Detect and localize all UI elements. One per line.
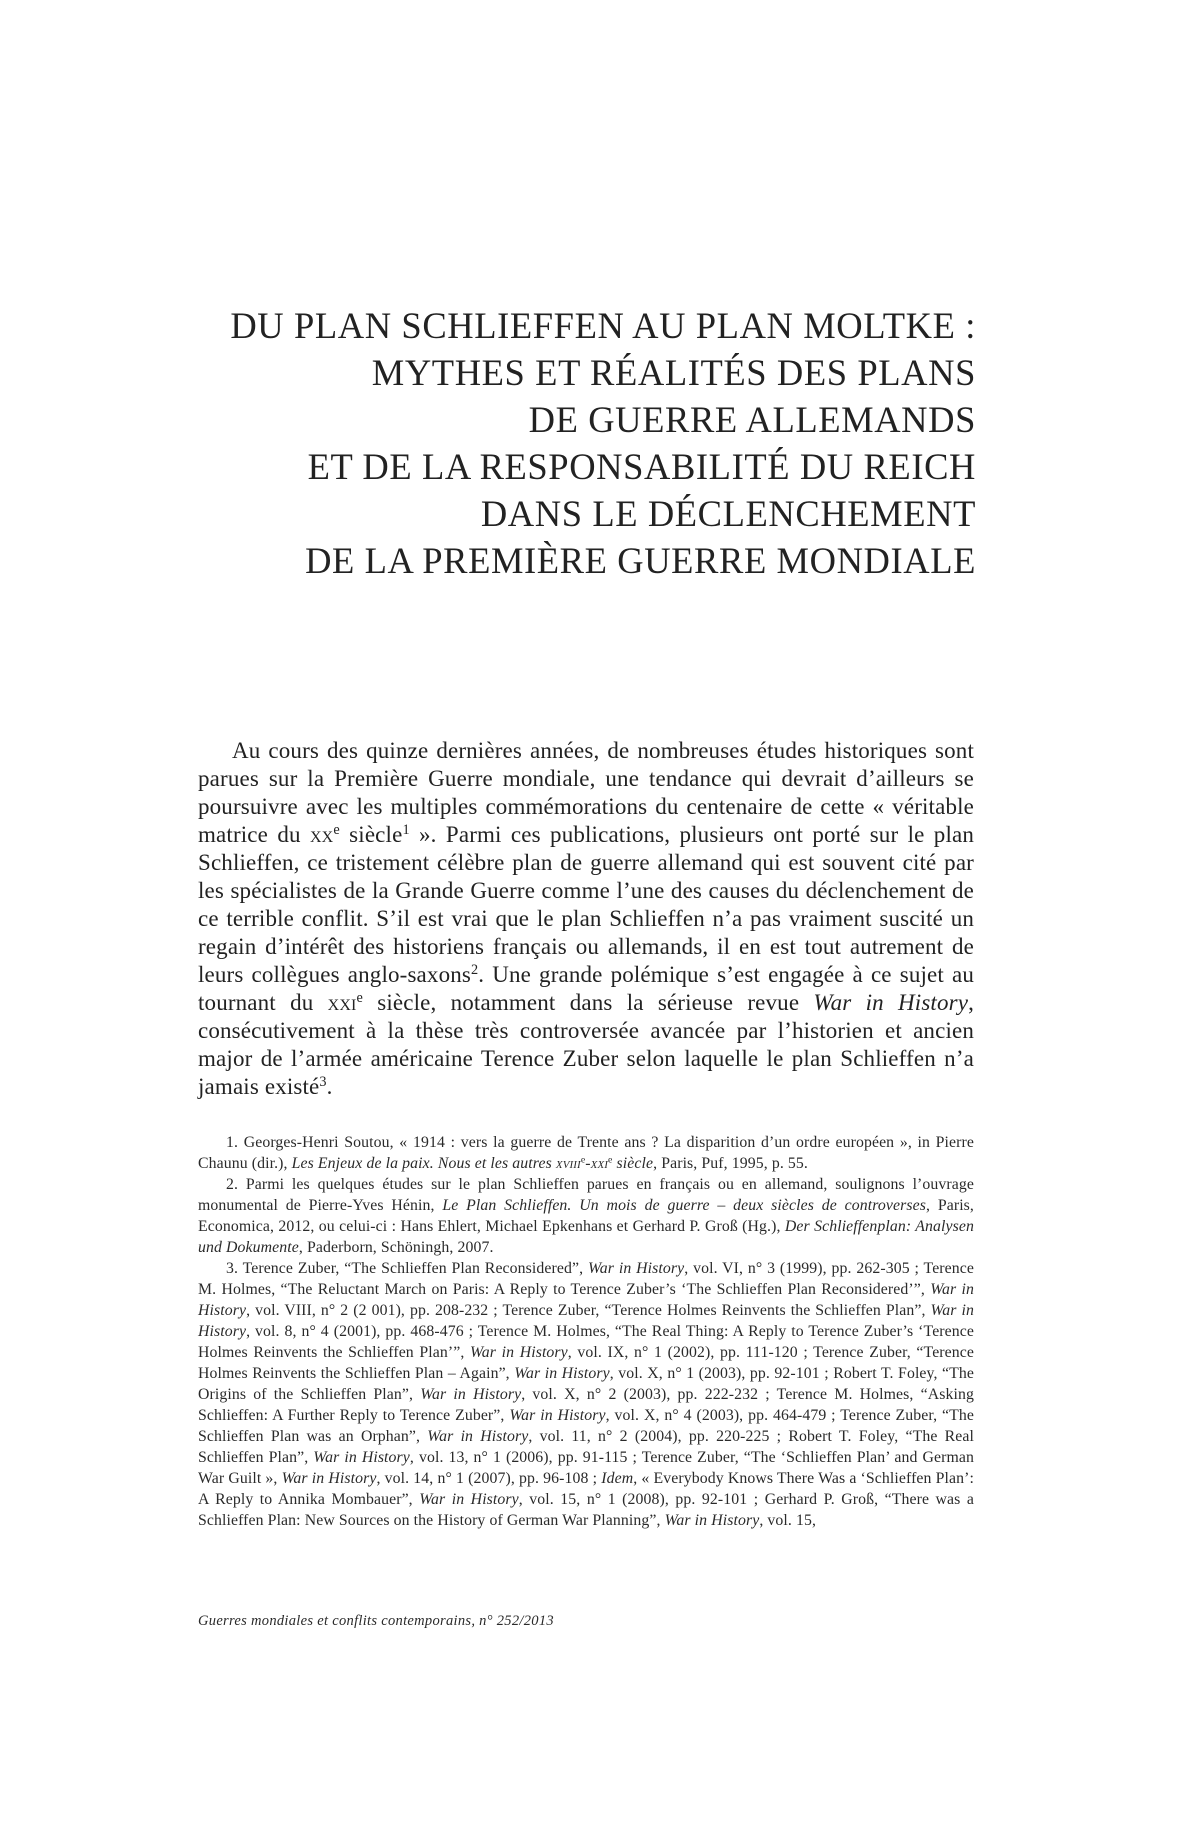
book-title: siècle <box>612 1155 654 1172</box>
footnotes <box>198 1132 974 1531</box>
superscript: e <box>580 1154 586 1166</box>
journal-title: War in History <box>514 1365 610 1382</box>
footnote-text: 3. Terence Zuber, “The Schlieffen Plan Reconsidered”, <box>226 1260 588 1277</box>
journal-title: War in History <box>664 1512 760 1529</box>
footnote-text: , vol. 15, n° 1 (2008), pp. 92-101 ; Gerhard P. Groß, “There was a Schlieffen Plan: New Sources on the History of German War Planning”, <box>198 1491 974 1529</box>
footnote-text: , vol. VIII, n° 2 (2 001), pp. 208-232 ; Terence Zuber, “Terence Holmes Reinvents the Schlieffen Plan”, <box>246 1302 931 1319</box>
journal-title: War in History <box>813 990 969 1015</box>
body-paragraph <box>198 737 974 1101</box>
footnote-text: 1. Georges-Henri Soutou, « 1914 : vers la guerre de Trente ans ? La disparition d’un ordre européen », in Pierre Chaunu (dir.), <box>198 1134 974 1172</box>
journal-title: War in History <box>420 1386 522 1403</box>
body-text-run: . Une grande polémique s’est engagée à ce sujet au tournant du <box>198 962 974 1015</box>
journal-title: War in History <box>469 1344 568 1361</box>
book-title: - <box>585 1155 591 1172</box>
title-line-4: ET DE LA RESPONSABILITÉ DU REICH <box>307 446 976 487</box>
running-footer: Guerres mondiales et conflits contemporains, n° 252/2013 <box>198 1613 554 1629</box>
title-line-6: DE LA PREMIÈRE GUERRE MONDIALE <box>305 540 976 581</box>
footnote-text: , vol. 11, n° 2 (2004), pp. 220-225 ; Robert T. Foley, “The Real Schlieffen Plan”, <box>198 1428 974 1466</box>
footnote-1 <box>198 1132 974 1174</box>
title-line-2: MYTHES ET RÉALITÉS DES PLANS <box>371 352 976 393</box>
journal-title: War in History <box>198 1281 974 1319</box>
footnote-text: , vol. X, n° 4 (2003), pp. 464-479 ; Terence Zuber, “The Schlieffen Plan was an Orphan”, <box>198 1407 974 1445</box>
journal-title: War in History <box>313 1449 410 1466</box>
journal-title: War in History <box>198 1302 974 1340</box>
journal-title: War in History <box>427 1428 529 1445</box>
journal-title: War in History <box>419 1491 519 1508</box>
title-line-1: DU PLAN SCHLIEFFEN AU PLAN MOLTKE : <box>230 305 976 346</box>
journal-title: War in History <box>587 1260 685 1277</box>
superscript: e <box>608 1154 613 1166</box>
century-numeral: xxi <box>590 1155 609 1172</box>
century-numeral: xxi <box>327 990 357 1015</box>
idem: Idem <box>601 1470 634 1487</box>
footnote-text: , Paris, Economica, 2012, ou celui-ci : Hans Ehlert, Michael Epkenhans et Gerhard P. Groß (Hg.), <box>198 1197 974 1235</box>
footnote-text: , « Everybody Knows There Was a ‘Schlieffen Plan’: A Reply to Annika Mombauer”, <box>198 1470 974 1508</box>
journal-title: War in History <box>509 1407 606 1424</box>
body-text-run: , consécutivement à la thèse très controversée avancée par l’historien et ancien major de l’armée américaine Terence Zuber selon laquelle le plan Schlieffen n’a jamais existé <box>198 990 974 1099</box>
footnote-text: , vol. IX, n° 1 (2002), pp. 111-120 ; Terence Zuber, “Terence Holmes Reinvents the Schlieffen Plan – Again”, <box>198 1344 974 1382</box>
footnote-text: 2. Parmi les quelques études sur le plan Schlieffen parues en français ou en allemand, soulignons l’ouvrage monumental de Pierre-Yves Hénin, <box>198 1176 974 1214</box>
body-text-run: Au cours des quinze dernières années, de nombreuses études historiques sont parues sur la Première Guerre mondiale, une tendance qui devrait d’ailleurs se poursuivre avec les multiples commémorations du centenaire de cette « véritable matrice du <box>198 738 974 847</box>
superscript: e <box>356 990 363 1007</box>
footnote-text: , vol. 15, <box>759 1512 817 1529</box>
body-text-run: siècle, notamment dans la sérieuse revue <box>363 990 814 1015</box>
body-text-run: . <box>326 1074 333 1099</box>
footnote-text: , vol. 13, n° 1 (2006), pp. 91-115 ; Terence Zuber, “The ‘Schlieffen Plan’ and German War Guilt », <box>198 1449 975 1487</box>
footnote-text: , vol. 8, n° 4 (2001), pp. 468-476 ; Terence M. Holmes, “The Real Thing: A Reply to Terence Zuber’s ‘Terence Holmes Reinvents the Schlieffen Plan’”, <box>198 1323 974 1361</box>
footnote-ref-1[interactable]: 1 <box>402 822 410 839</box>
book-title: Der Schlieffenplan: Analysen und Dokumente <box>198 1218 974 1256</box>
footnote-text: , vol. VI, n° 3 (1999), pp. 262-305 ; Terence M. Holmes, “The Reluctant March on Paris: A Reply to Terence Zuber’s ‘The Schlieffen Plan Reconsidered’”, <box>198 1260 974 1298</box>
book-title: Le Plan Schlieffen. Un mois de guerre – deux siècles de controverses <box>442 1197 926 1214</box>
footnote-2 <box>198 1174 974 1258</box>
footnote-text: , Paris, Puf, 1995, p. 55. <box>653 1155 808 1172</box>
century-numeral: xx <box>309 822 334 847</box>
footnote-3 <box>198 1258 974 1531</box>
footnote-text: , vol. 14, n° 1 (2007), pp. 96-108 ; <box>376 1470 602 1487</box>
body-text-run: ». Parmi ces publications, plusieurs ont porté sur le plan Schlieffen, ce tristement célèbre plan de guerre allemand qui est souvent cité par les spécialistes de la Grande Guerre comme l’une des causes du déclenchement de ce terrible conflit. S’il est vrai que le plan Schlieffen n’a pas vraiment suscité un regain d’intérêt des historiens français ou allemands, il en est tout autrement de leurs collègues anglo-saxons <box>198 822 974 987</box>
footnote-ref-2[interactable]: 2 <box>470 962 479 979</box>
body-text-run: siècle <box>339 822 403 847</box>
footnote-text: , Paderborn, Schöningh, 2007. <box>298 1239 494 1256</box>
title-line-5: DANS LE DÉCLENCHEMENT <box>480 493 976 534</box>
century-numeral: xviii <box>555 1155 581 1172</box>
title-line-3: DE GUERRE ALLEMANDS <box>528 399 976 440</box>
journal-title: War in History <box>281 1470 377 1487</box>
superscript: e <box>333 822 340 839</box>
footnote-text: , vol. X, n° 1 (2003), pp. 92-101 ; Robert T. Foley, “The Origins of the Schlieffen Plan”, <box>198 1365 974 1403</box>
footnote-text: , vol. X, n° 2 (2003), pp. 222-232 ; Terence M. Holmes, “Asking Schlieffen: A Further Reply to Terence Zuber”, <box>198 1386 974 1424</box>
footnote-ref-3[interactable]: 3 <box>319 1074 327 1091</box>
article-title <box>196 302 976 584</box>
book-title: Les Enjeux de la paix. Nous et les autres <box>291 1155 556 1172</box>
